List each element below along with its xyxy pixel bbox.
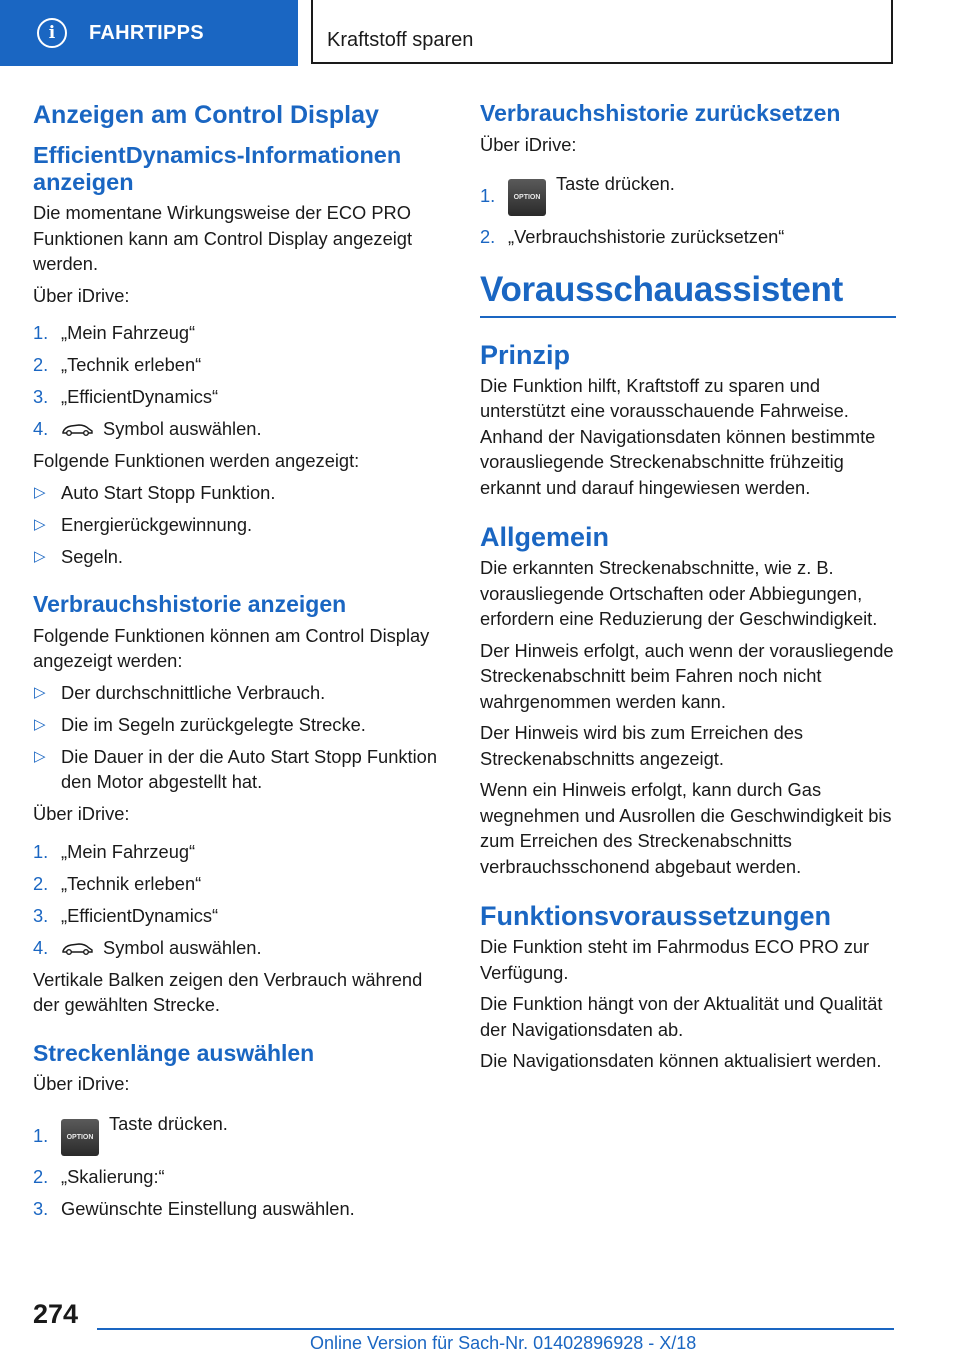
chapter-title: Vorausschauassistent: [480, 270, 896, 318]
heading-display: Anzeigen am Control Display: [33, 101, 379, 129]
steps-list: [33, 320, 449, 442]
paragraph: Die Funktion hilft, Kraftstoff zu sparen und unterstützt eine vorausschauende Fahrweise. Anhand der Navigationsdaten können bestimmte vorausliegende Streckenabschnitte frühzeitig erkannt und darauf hingewiesen werden.: [480, 374, 876, 498]
option-button-icon: OPTION: [508, 179, 546, 216]
list-item: ▷ Auto Start Stopp Funktion.: [34, 481, 276, 503]
list-item: 2. „Verbrauchshistorie zurücksetzen“: [480, 226, 785, 248]
paragraph: Die Navigationsdaten können aktualisiert werden.: [480, 1050, 882, 1072]
heading-prinzip: Prinzip: [480, 339, 571, 370]
list-item: 3. Gewünschte Einstellung auswählen.: [33, 1197, 355, 1219]
paragraph: Der Hinweis erfolgt, auch wenn der vorausliegende Streckenabschnitt beim Fahren noch nicht wahrgenommen werden kann.: [480, 639, 894, 712]
heading-history: Verbrauchshistorie anzeigen: [33, 591, 347, 617]
paragraph: Vertikale Balken zeigen den Verbrauch während der gewählten Strecke.: [33, 968, 423, 1016]
list-item: 1. OPTIONTaste drücken.: [480, 171, 896, 216]
paragraph: Die Funktion steht im Fahrmodus ECO PRO zur Verfügung.: [480, 936, 870, 983]
heading-allgemein: Allgemein: [480, 522, 610, 553]
section-tab: [0, 0, 298, 66]
section-title: FAHRTIPPS: [89, 21, 204, 44]
car-icon: [61, 421, 93, 437]
heading-reset: Verbrauchshistorie zurücksetzen: [480, 100, 841, 126]
list-item: 2. „Technik erleben“: [33, 872, 202, 894]
paragraph: Wenn ein Hinweis erfolgt, kann durch Gas wegnehmen und Ausrollen die Geschwindigkeit bis zum Erreichen des Streckenabschnitts verbrauchsschonend abgebaut werden.: [480, 779, 892, 877]
car-icon: [61, 940, 93, 956]
footer-version: Online Version für Sach-Nr. 01402896928 - X/18: [310, 1333, 697, 1353]
footer-divider: [97, 1328, 894, 1330]
bullet-list: [33, 480, 449, 570]
steps-list: [480, 171, 896, 250]
right-column: [480, 100, 896, 1080]
heading-voraussetzungen: Funktionsvoraussetzungen: [480, 901, 832, 932]
paragraph: Die momentane Wirkungsweise der ECO PRO Funktionen kann am Control Display angezeigt werden.: [33, 202, 413, 274]
topic-title: Kraftstoff sparen: [327, 29, 474, 51]
info-icon: i: [37, 18, 67, 48]
left-column: [33, 100, 449, 1228]
option-button-icon: OPTION: [61, 1119, 99, 1156]
page-number: 274: [33, 1299, 79, 1329]
list-item: 1. OPTIONTaste drücken.: [33, 1111, 449, 1156]
list-item: 1. „Mein Fahrzeug“: [33, 840, 196, 862]
paragraph: Folgende Funktionen werden angezeigt:: [33, 450, 360, 471]
steps-list: [33, 1111, 449, 1222]
bullet-list: [33, 680, 449, 795]
paragraph: Die erkannten Streckenabschnitte, wie z. B. vorausliegende Ortschaften oder Abbiegungen, erfordern eine Reduzierung der Geschwindigkeit.: [480, 557, 878, 630]
paragraph: Über iDrive:: [480, 133, 577, 155]
list-item: ▷ Die Dauer in der die Auto Start Stopp Funktion den Motor abgestellt hat.: [34, 745, 437, 793]
list-item: ▷ Energierückgewinnung.: [34, 513, 253, 535]
list-item: ▷ Der durchschnittliche Verbrauch.: [34, 681, 326, 703]
steps-list: [33, 839, 449, 961]
paragraph: Über iDrive:: [33, 284, 130, 306]
list-item: 3. „EfficientDynamics“: [33, 386, 219, 407]
list-item: 1. „Mein Fahrzeug“: [33, 322, 196, 343]
list-item: 2. „Skalierung:“: [33, 1165, 165, 1187]
paragraph: Folgende Funktionen können am Control Display angezeigt werden:: [33, 624, 430, 672]
list-item: 4. Symbol auswählen.: [33, 936, 262, 958]
heading-efficient-info: EfficientDynamics-Informationen anzeigen: [33, 142, 402, 195]
list-item: ▷ Die im Segeln zurückgelegte Strecke.: [34, 713, 366, 735]
topic-box: [311, 0, 893, 64]
paragraph: Der Hinweis wird bis zum Erreichen des Streckenabschnitts angezeigt.: [480, 722, 804, 769]
list-item: 3. „EfficientDynamics“: [33, 904, 219, 926]
paragraph: Die Funktion hängt von der Aktualität und Qualität der Navigationsdaten ab.: [480, 993, 883, 1040]
list-item: ▷ Segeln.: [34, 545, 124, 567]
paragraph: Über iDrive:: [33, 1073, 130, 1095]
heading-length: Streckenlänge auswählen: [33, 1039, 315, 1066]
paragraph: Über iDrive:: [33, 803, 130, 825]
list-item: 2. „Technik erleben“: [33, 354, 202, 375]
list-item: 4. Symbol auswählen.: [33, 418, 262, 439]
